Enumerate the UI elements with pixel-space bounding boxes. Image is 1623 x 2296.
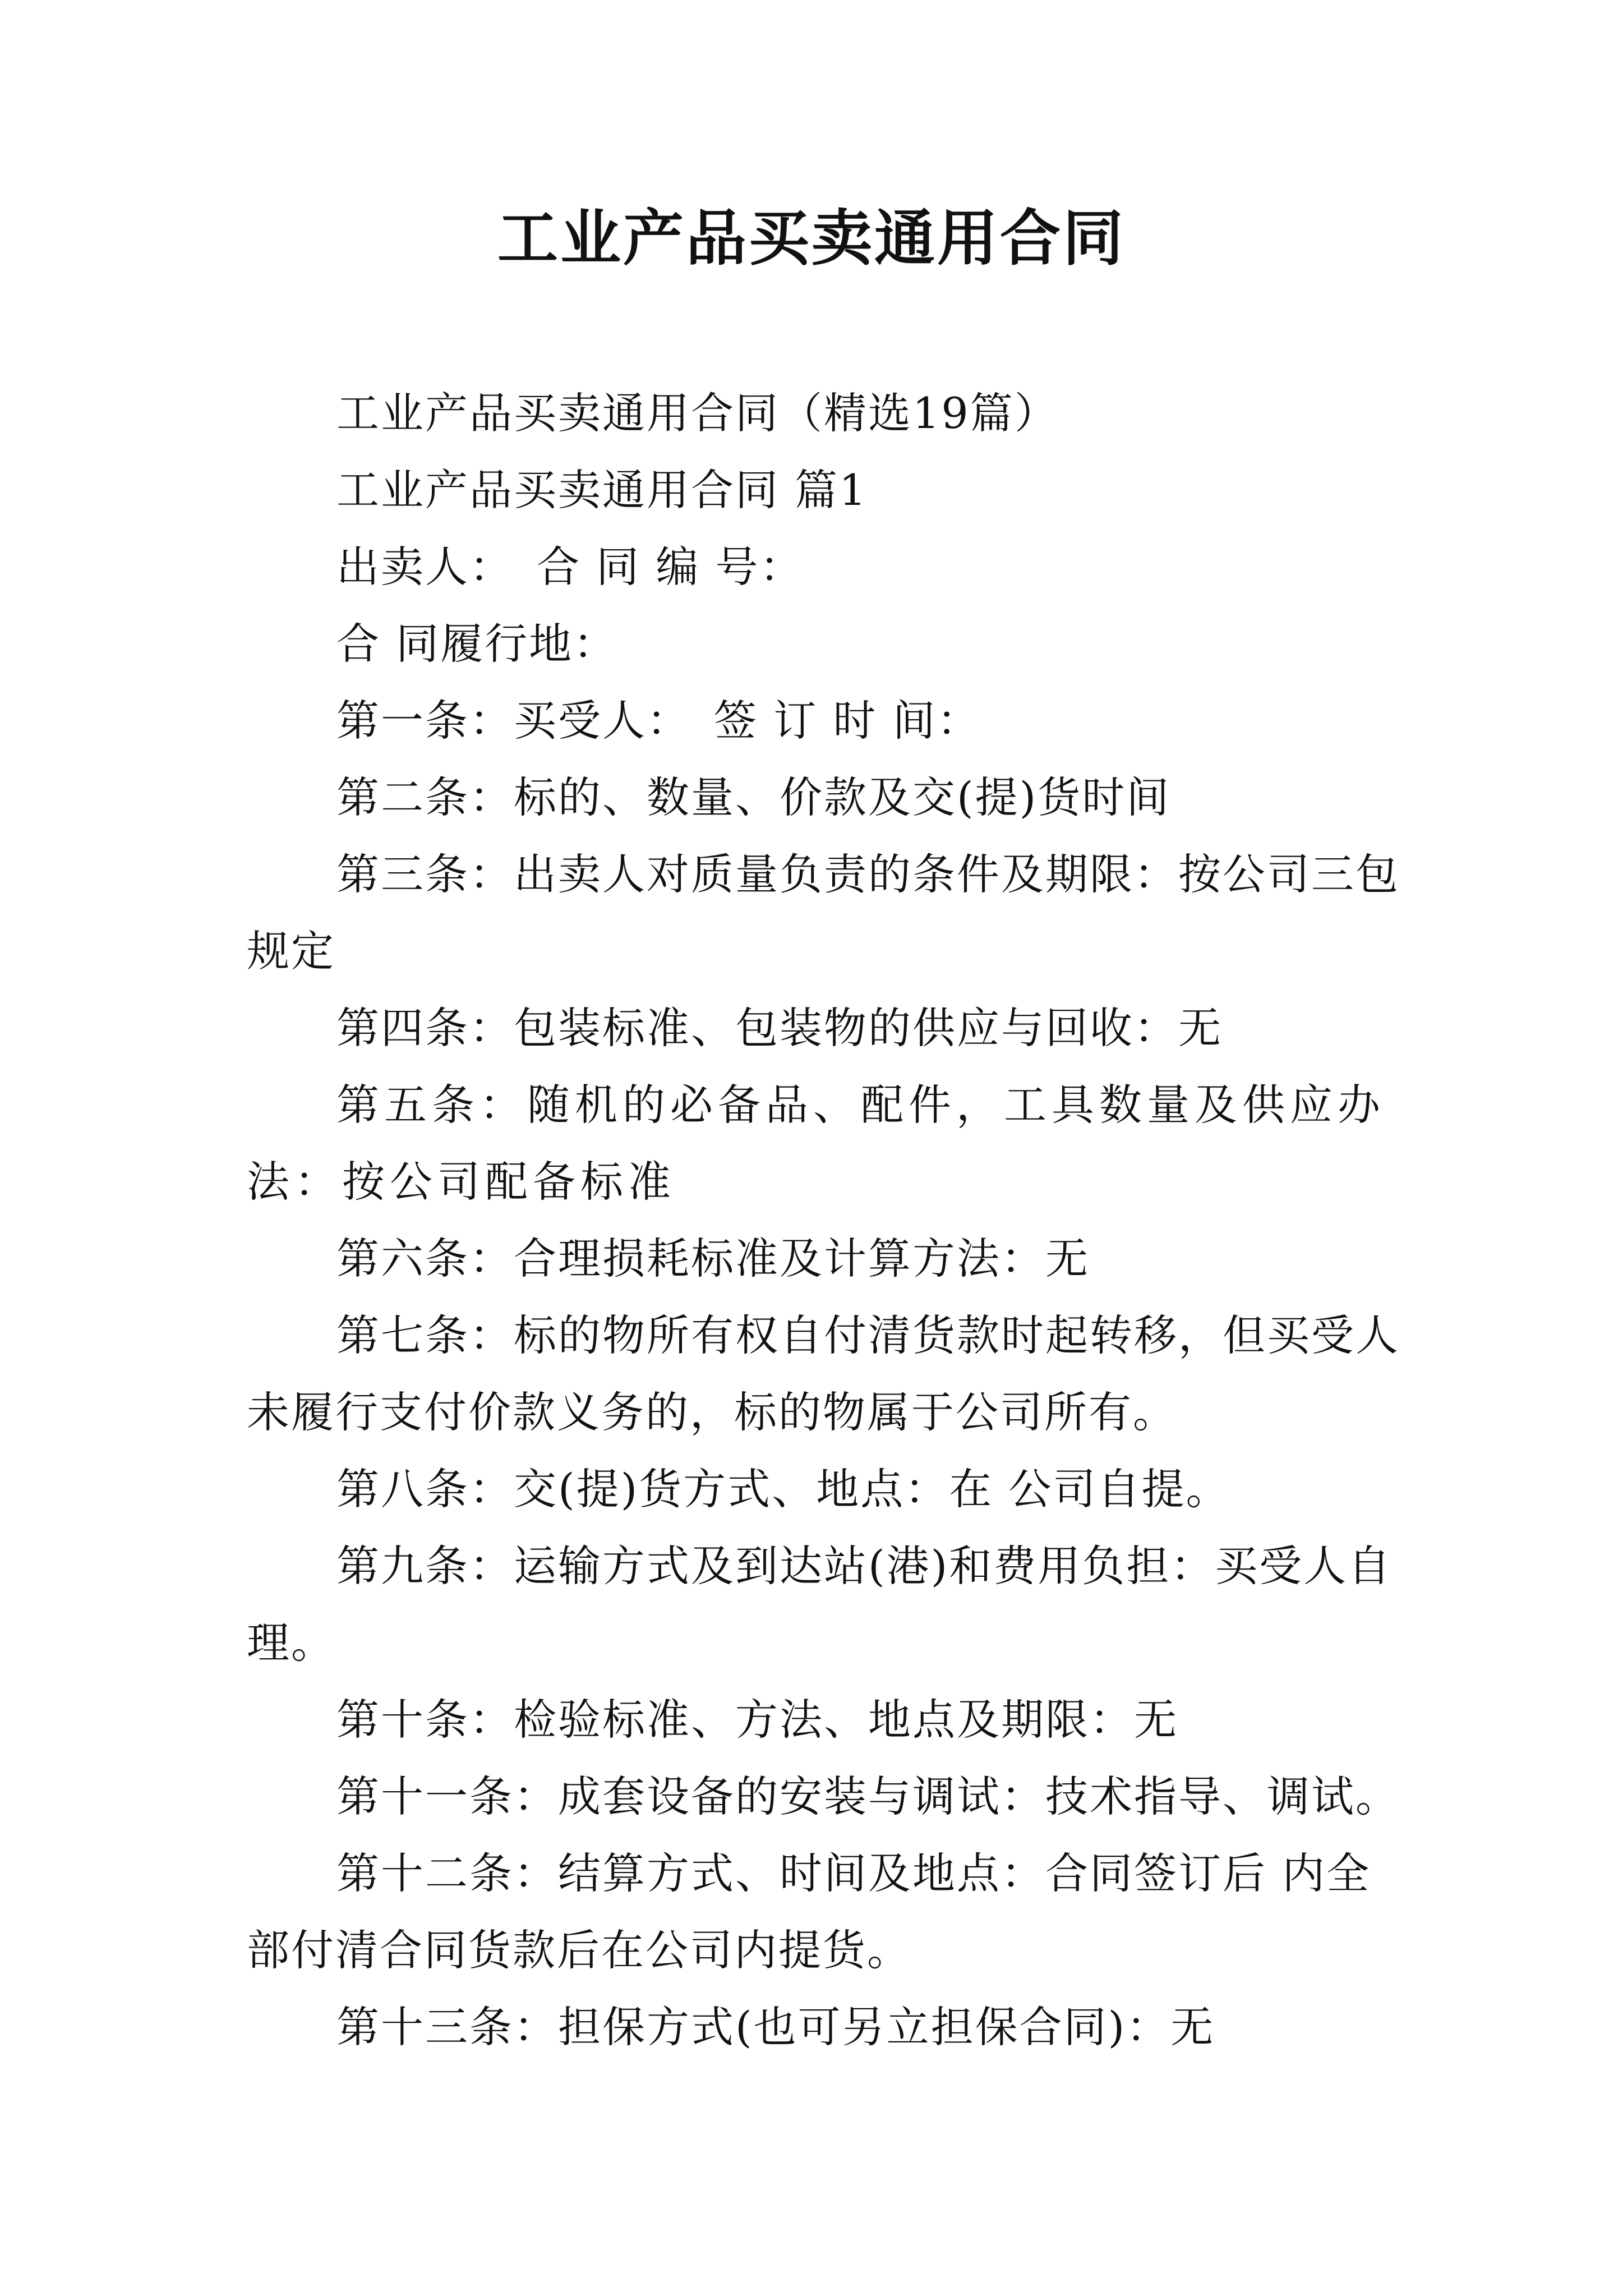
paragraph-article-12: 第十二条：结算方式、时间及地点：合同签订后 内全部付清合同货款后在公司内提货。 <box>247 1848 1371 1975</box>
paragraph-seller: 出卖人： 合 同 编 号： <box>336 542 804 592</box>
document-title: 工业产品买卖通用合同 <box>497 203 1126 274</box>
document-body <box>247 375 1408 2065</box>
paragraph-article-1: 第一条：买受人： 签 订 时 间： <box>336 696 981 746</box>
paragraph-article-10: 第十条：检验标准、方法、地点及期限：无 <box>336 1695 1178 1745</box>
paragraph-article-4: 第四条：包装标准、包装物的供应与回收：无 <box>336 1003 1223 1053</box>
paragraph-article-7: 第七条：标的物所有权自付清货款时起转移，但买受人未履行支付价款义务的，标的物属于公司所有。 <box>247 1310 1400 1437</box>
paragraph-subtitle: 工业产品买卖通用合同（精选19篇） <box>336 388 1059 438</box>
paragraph-article-3: 第三条：出卖人对质量负责的条件及期限：按公司三包规定 <box>247 849 1400 976</box>
paragraph-article-13: 第十三条：担保方式(也可另立担保合同)：无 <box>336 2002 1215 2052</box>
paragraph-article-9: 第九条：运输方式及到达站(港)和费用负担：买受人自理。 <box>247 1541 1393 1668</box>
paragraph-article-2: 第二条：标的、数量、价款及交(提)货时间 <box>336 772 1171 822</box>
paragraph-article-8: 第八条：交(提)货方式、地点：在 公司自提。 <box>336 1464 1230 1514</box>
paragraph-article-6: 第六条：合理损耗标准及计算方法：无 <box>336 1234 1090 1283</box>
paragraph-article-11: 第十一条：成套设备的安装与调试：技术指导、调试。 <box>336 1772 1400 1821</box>
paragraph-article-5: 第五条：随机的必备品、配件，工具数量及供应办法：按公司配备标准 <box>247 1080 1385 1207</box>
paragraph-performance-place: 合 同履行地： <box>336 619 618 669</box>
paragraph-section-heading: 工业产品买卖通用合同 篇1 <box>336 465 868 515</box>
